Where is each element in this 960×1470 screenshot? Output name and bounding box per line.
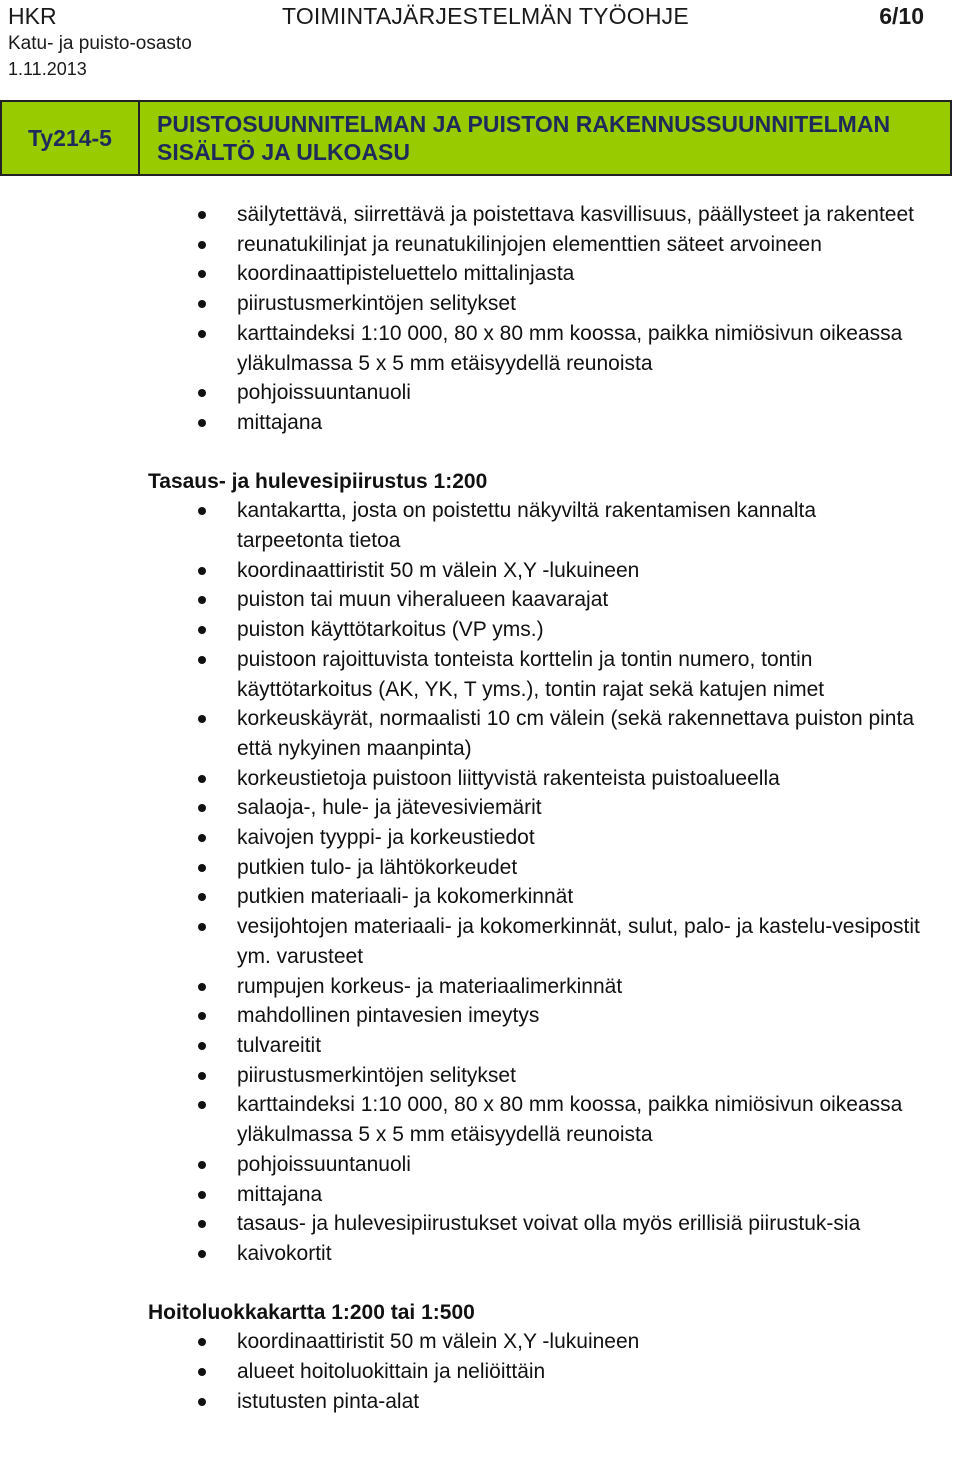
list-item-text: karttaindeksi 1:10 000, 80 x 80 mm koossa, paikka nimiösivun oikeassa yläkulmassa 5 x 5 mm etäisyydellä reunoista (237, 321, 903, 375)
bullet-dot-icon (198, 1101, 206, 1109)
instruction-title-line-1: PUISTOSUUNNITELMAN JA PUISTON RAKENNUSSUUNNITELMAN (157, 111, 891, 137)
instruction-code: Ty214-5 (0, 100, 140, 176)
bullet-dot-icon (198, 211, 206, 219)
list-item-text: pohjoissuuntanuoli (237, 1152, 411, 1176)
bullet-dot-icon (198, 626, 206, 634)
list-item (0, 1357, 960, 1387)
bullet-dot-icon (198, 864, 206, 872)
list-item-text: mahdollinen pintavesien imeytys (237, 1004, 540, 1028)
bullet-dot-icon (198, 1250, 206, 1258)
bullet-dot-icon (198, 1161, 206, 1169)
list-item-text: koordinaattiristit 50 m välein X,Y -lukuineen (237, 1330, 640, 1354)
bullet-dot-icon (198, 300, 206, 308)
bullet-list-plan-contents (0, 200, 960, 438)
title-banner (0, 100, 952, 176)
list-item (0, 1180, 960, 1210)
list-item-text: korkeuskäyrät, normaalisti 10 cm välein (sekä rakennettava puiston pinta että nykyinen maanpinta) (237, 707, 915, 760)
list-item (0, 1001, 960, 1031)
list-item-text: puistoon rajoittuvista tonteista korttelin ja tontin numero, tontin käyttötarkoitus (AK, YK, T yms.), tontin rajat sekä katujen nimet (237, 647, 825, 701)
list-item (0, 259, 960, 289)
list-item (0, 793, 960, 823)
list-item-text: putkien materiaali- ja kokomerkinnät (237, 885, 574, 909)
bullet-dot-icon (198, 715, 206, 723)
list-item (0, 823, 960, 853)
bullet-dot-icon (198, 1220, 206, 1228)
bullet-dot-icon (198, 241, 206, 249)
list-item (0, 556, 960, 586)
list-item (0, 408, 960, 438)
bullet-dot-icon (198, 983, 206, 991)
org-name: HKR (8, 3, 57, 29)
list-item (0, 704, 960, 763)
list-item-text: piirustusmerkintöjen selitykset (237, 292, 516, 316)
bullet-dot-icon (198, 1338, 206, 1346)
list-item (0, 912, 960, 971)
list-item (0, 585, 960, 615)
list-item (0, 200, 960, 230)
list-item-text: salaoja-, hule- ja jätevesiviemärit (237, 796, 542, 820)
document-date: 1.11.2013 (8, 59, 87, 79)
list-item (0, 289, 960, 319)
bullet-dot-icon (198, 656, 206, 664)
list-item-text: kantakartta, josta on poistettu näkyviltä rakentamisen kannalta tarpeetonta tietoa (237, 499, 816, 553)
department-name: Katu- ja puisto-osasto (8, 33, 192, 54)
list-item (0, 615, 960, 645)
list-item-text: kaivokortit (237, 1241, 332, 1265)
list-item-text: korkeustietoja puistoon liittyvistä rakenteista puistoalueella (237, 766, 780, 790)
bullet-dot-icon (198, 1072, 206, 1080)
list-item (0, 882, 960, 912)
list-item (0, 645, 960, 704)
list-item (0, 1150, 960, 1180)
bullet-dot-icon (198, 1191, 206, 1199)
list-item-text: pohjoissuuntanuoli (237, 381, 411, 405)
list-item (0, 496, 960, 555)
list-item-text: mittajana (237, 410, 323, 434)
page-number: 6/10 (879, 3, 924, 29)
bullet-dot-icon (198, 834, 206, 842)
section-heading-grading-stormwater: Tasaus- ja hulevesipiirustus 1:200 (148, 469, 488, 493)
bullet-dot-icon (198, 1042, 206, 1050)
bullet-dot-icon (198, 775, 206, 783)
bullet-dot-icon (198, 893, 206, 901)
bullet-dot-icon (198, 1012, 206, 1020)
list-item-text: istutusten pinta-alat (237, 1389, 420, 1413)
list-item-text: tulvareitit (237, 1033, 322, 1057)
list-item-text: piirustusmerkintöjen selitykset (237, 1063, 516, 1087)
list-item (0, 972, 960, 1002)
list-item (0, 230, 960, 260)
list-item (0, 1239, 960, 1269)
bullet-dot-icon (198, 389, 206, 397)
list-item-text: kaivojen tyyppi- ja korkeustiedot (237, 826, 535, 850)
list-item-text: puiston tai muun viheralueen kaavarajat (237, 588, 609, 612)
list-item-text: vesijohtojen materiaali- ja kokomerkinnät, sulut, palo- ja kastelu-vesipostit ym. varusteet (237, 915, 920, 968)
list-item-text: mittajana (237, 1182, 323, 1206)
document-body (0, 200, 960, 1416)
bullet-dot-icon (198, 923, 206, 931)
list-item (0, 378, 960, 408)
bullet-dot-icon (198, 1398, 206, 1406)
bullet-list-grading-stormwater (0, 496, 960, 1268)
bullet-dot-icon (198, 507, 206, 515)
list-item (0, 319, 960, 378)
list-item (0, 1209, 960, 1239)
list-item-text: reunatukilinjat ja reunatukilinjojen elementtien säteet arvoineen (237, 232, 822, 256)
list-item-text: koordinaattipisteluettelo mittalinjasta (237, 262, 575, 286)
list-item-text: koordinaattiristit 50 m välein X,Y -lukuineen (237, 558, 640, 582)
page-header (0, 0, 960, 90)
section-heading-maintenance-map: Hoitoluokkakartta 1:200 tai 1:500 (148, 1300, 475, 1324)
bullet-dot-icon (198, 567, 206, 575)
bullet-dot-icon (198, 596, 206, 604)
list-item-text: puiston käyttötarkoitus (VP yms.) (237, 618, 544, 642)
list-item (0, 1090, 960, 1149)
bullet-list-maintenance-map (0, 1327, 960, 1416)
document-type-title: TOIMINTAJÄRJESTELMÄN TYÖOHJE (282, 3, 689, 29)
list-item-text: säilytettävä, siirrettävä ja poistettava kasvillisuus, päällysteet ja rakenteet (237, 203, 914, 226)
instruction-title (140, 100, 952, 176)
list-item (0, 1031, 960, 1061)
instruction-title-line-2: SISÄLTÖ JA ULKOASU (157, 139, 411, 165)
bullet-dot-icon (198, 330, 206, 338)
list-item-text: karttaindeksi 1:10 000, 80 x 80 mm koossa, paikka nimiösivun oikeassa yläkulmassa 5 x 5 mm etäisyydellä reunoista (237, 1093, 903, 1147)
bullet-dot-icon (198, 1368, 206, 1376)
list-item-text: rumpujen korkeus- ja materiaalimerkinnät (237, 974, 623, 998)
list-item (0, 764, 960, 794)
list-item-text: tasaus- ja hulevesipiirustukset voivat olla myös erillisiä piirustuk-sia (237, 1212, 861, 1236)
list-item-text: putkien tulo- ja lähtökorkeudet (237, 855, 518, 879)
list-item (0, 1327, 960, 1357)
bullet-dot-icon (198, 804, 206, 812)
list-item (0, 853, 960, 883)
bullet-dot-icon (198, 270, 206, 278)
list-item (0, 1387, 960, 1417)
list-item-text: alueet hoitoluokittain ja neliöittäin (237, 1360, 546, 1384)
bullet-dot-icon (198, 419, 206, 427)
list-item (0, 1061, 960, 1091)
